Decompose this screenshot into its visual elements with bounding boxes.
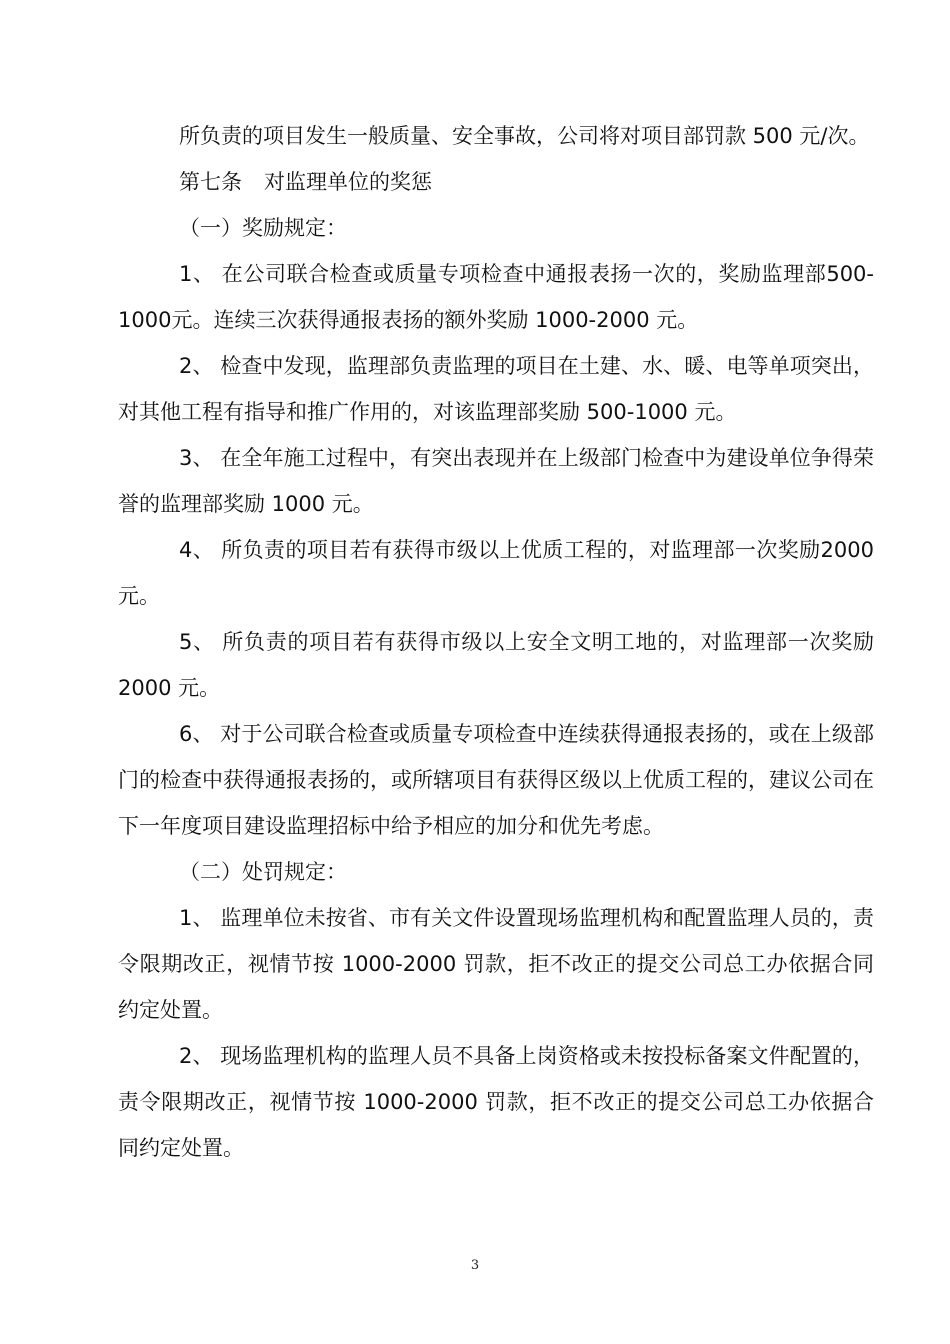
reward-item-4: 4、 所负责的项目若有获得市级以上优质工程的，对监理部一次奖励2000元。 [118,538,874,608]
reward-item-2: 2、 检查中发现，监理部负责监理的项目在土建、水、暖、电等单项突出，对其他工程有指导和推广作用的，对该监理部奖励 500-1000 元。 [118,354,874,424]
article-title: 对监理单位的奖惩 [264,170,432,194]
reward-item-6: 6、 对于公司联合检查或质量专项检查中连续获得通报表扬的，或在上级部门的检查中获得通报表扬的，或所辖项目有获得区级以上优质工程的，建议公司在下一年度项目建设监理招标中给予相应的加分和优先考虑。 [118,722,874,838]
section-heading-rewards: （一）奖励规定： [179,216,347,240]
penalty-item-1: 1、 监理单位未按省、市有关文件设置现场监理机构和配置监理人员的，责令限期改正，视情节按 1000-2000 罚款，拒不改正的提交公司总工办依据合同约定处置。 [118,906,874,1022]
page-number: 3 [470,1258,480,1273]
article-heading [118,159,874,205]
reward-item-5: 5、 所负责的项目若有获得市级以上安全文明工地的，对监理部一次奖励 2000 元。 [118,630,874,700]
reward-item-1: 1、 在公司联合检查或质量专项检查中通报表扬一次的，奖励监理部500-1000元。连续三次获得通报表扬的额外奖励 1000-2000 元。 [118,262,874,332]
section-heading-penalties: （二）处罚规定： [179,860,347,884]
article-number: 第七条 [179,170,242,194]
reward-item-3: 3、 在全年施工过程中，有突出表现并在上级部门检查中为建设单位争得荣誉的监理部奖励 1000 元。 [118,446,874,516]
paragraph-continuation: 所负责的项目发生一般质量、安全事故，公司将对项目部罚款 500 元/次。 [179,124,870,148]
penalty-item-2: 2、 现场监理机构的监理人员不具备上岗资格或未按投标备案文件配置的，责令限期改正，视情节按 1000-2000 罚款，拒不改正的提交公司总工办依据合同约定处置。 [118,1044,874,1160]
document-body [118,113,874,1171]
